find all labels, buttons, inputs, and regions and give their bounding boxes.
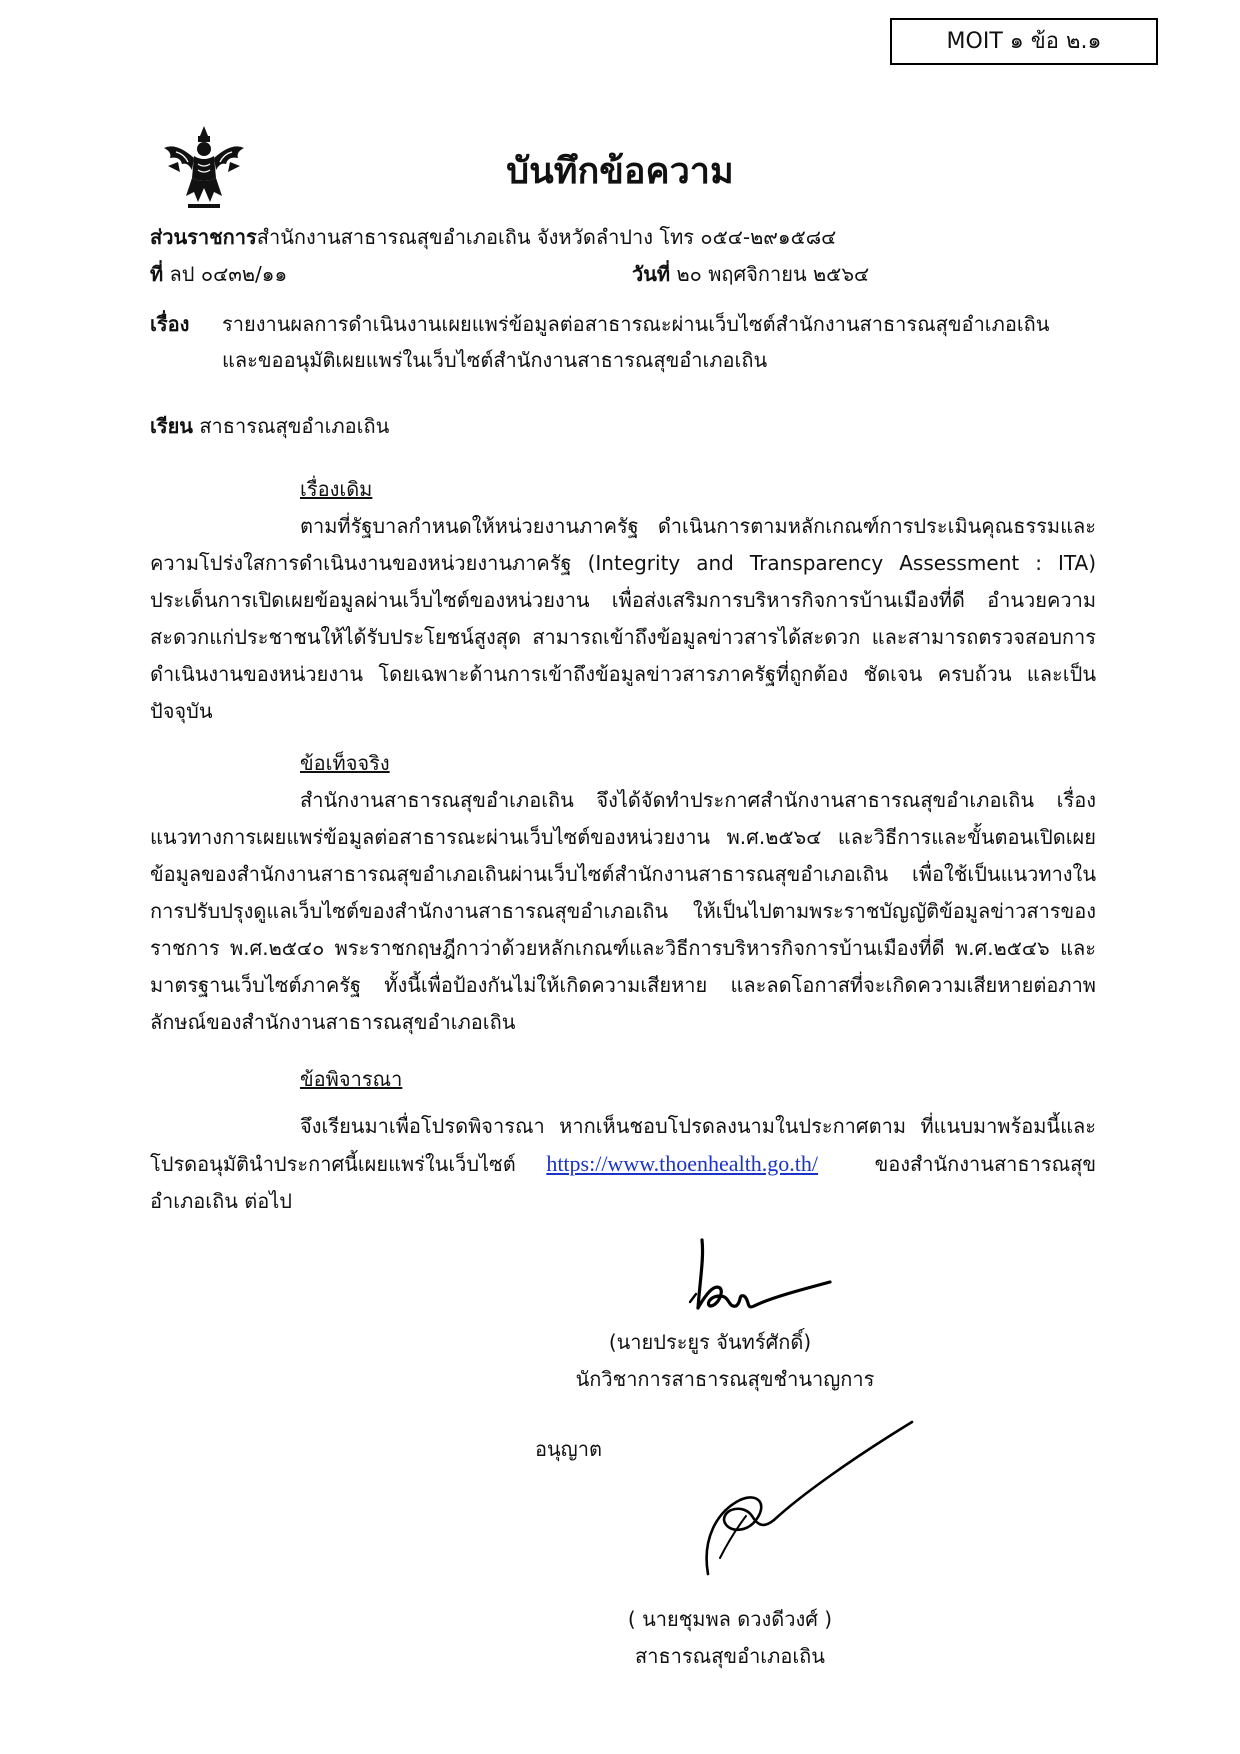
- section-body-facts: สำนักงานสาธารณสุขอำเภอเถิน จึงได้จัดทำประกาศสำนักงานสาธารณสุขอำเภอเถิน เรื่อง แนวทางการเผยแพร่ข้อมูลต่อสาธารณะผ่านเว็บไซต์ของหน่วยงาน พ.ศ.๒๕๖๔ และวิธีการและขั้นตอนเปิดเผยข้อมูลของสำนักงานสาธารณสุขอำเภอเถินผ่านเว็บไซต์สำนักงานสาธารณสุขอำเภอเถิน เพื่อใช้เป็นแนวทางในการปรับปรุงดูแลเว็บไซต์ของสำนักงานสาธารณสุขอำเภอเถิน ให้เป็นไปตามพระราชบัญญัติข้อมูลข่าวสารของราชการ พ.ศ.๒๕๔๐ พระราชกฤษฎีกาว่าด้วยหลักเกณฑ์และวิธีการบริหารกิจการบ้านเมืองที่ดี พ.ศ.๒๕๔๖ และมาตรฐานเว็บไซต์ภาครัฐ ทั้งนี้เพื่อป้องกันไม่ให้เกิดความเสียหาย และลดโอกาสที่จะเกิดความเสียหายต่อภาพลักษณ์ของสำนักงานสาธารณสุขอำเภอเถิน: [150, 788, 1096, 1034]
- agency-line: [150, 221, 836, 253]
- section-heading-background: เรื่องเดิม: [300, 477, 373, 501]
- subject-line-2: และขออนุมัติเผยแพร่ในเว็บไซต์สำนักงานสาธารณสุขอำเภอเถิน: [222, 348, 768, 372]
- section-heading-consideration: ข้อพิจารณา: [300, 1067, 403, 1091]
- salutation-label: เรียน: [150, 414, 193, 438]
- consideration-text-end: ของสำนักงานสาธารณสุขอำเภอเถิน ต่อไป: [150, 1152, 1096, 1213]
- signer-2-name: ( นายชุมพล ดวงดีวงศ์ ): [627, 1607, 833, 1631]
- subject-label: เรื่อง: [150, 312, 190, 336]
- reference-line: [150, 258, 287, 290]
- signer-1-name: (นายประยูร จันทร์ศักดิ์): [608, 1330, 812, 1354]
- signature-chumphon: [690, 1420, 920, 1580]
- section-body-consideration: [150, 1108, 1096, 1220]
- section-heading-facts: ข้อเท็จจริง: [300, 751, 390, 775]
- agency-label: ส่วนราชการ: [150, 225, 257, 249]
- reference-label: ที่: [150, 262, 164, 286]
- approval-word: อนุญาต: [535, 1437, 602, 1461]
- salutation-value: สาธารณสุขอำเภอเถิน: [199, 414, 390, 438]
- signer-2-position: สาธารณสุขอำเภอเถิน: [635, 1644, 825, 1668]
- memo-title: บันทึกข้อความ: [506, 151, 734, 192]
- date-value: ๒๐ พฤศจิกายน ๒๕๖๔: [676, 262, 870, 286]
- subject-line-1: รายงานผลการดำเนินงานเผยแพร่ข้อมูลต่อสาธารณะผ่านเว็บไซต์สำนักงานสาธารณสุขอำเภอเถิน: [222, 312, 1050, 336]
- document-code-box: MOIT ๑ ข้อ ๒.๑: [890, 18, 1158, 65]
- signature-prayoon: [680, 1236, 850, 1320]
- date-line: [632, 258, 869, 290]
- salutation-line: [150, 410, 389, 442]
- reference-number: ลป ๐๔๓๒/๑๑: [169, 262, 288, 286]
- agency-value: สำนักงานสาธารณสุขอำเภอเถิน จังหวัดลำปาง โทร ๐๕๔-๒๙๑๕๘๔: [256, 225, 837, 249]
- section-body-background: ตามที่รัฐบาลกำหนดให้หน่วยงานภาครัฐ ดำเนินการตามหลักเกณฑ์การประเมินคุณธรรมและความโปร่งใสการดำเนินงานของหน่วยงานภาครัฐ (Integrity and Transparency Assessment : ITA) ประเด็นการเปิดเผยข้อมูลผ่านเว็บไซต์ของหน่วยงาน เพื่อส่งเสริมการบริหารกิจการบ้านเมืองที่ดี อำนวยความสะดวกแก่ประชาชนให้ได้รับประโยชน์สูงสุด สามารถเข้าถึงข้อมูลข่าวสารได้สะดวก และสามารถตรวจสอบการดำเนินงานของหน่วยงาน โดยเฉพาะด้านการเข้าถึงข้อมูลข่าวสารภาครัฐที่ถูกต้อง ชัดเจน ครบถ้วน และเป็นปัจจุบัน: [150, 514, 1096, 723]
- date-label: วันที่: [632, 262, 671, 286]
- consideration-text: จึงเรียนมาเพื่อโปรดพิจารณา หากเห็นชอบโปรดลงนามในประกาศตาม ที่แนบมาพร้อมนี้และโปรดอนุมัตินำประกาศนี้เผยแพร่ในเว็บไซต์: [150, 1114, 1096, 1176]
- website-link[interactable]: https://www.thoenhealth.go.th/: [546, 1151, 819, 1176]
- signer-1-position: นักวิชาการสาธารณสุขชำนาญการ: [575, 1367, 875, 1391]
